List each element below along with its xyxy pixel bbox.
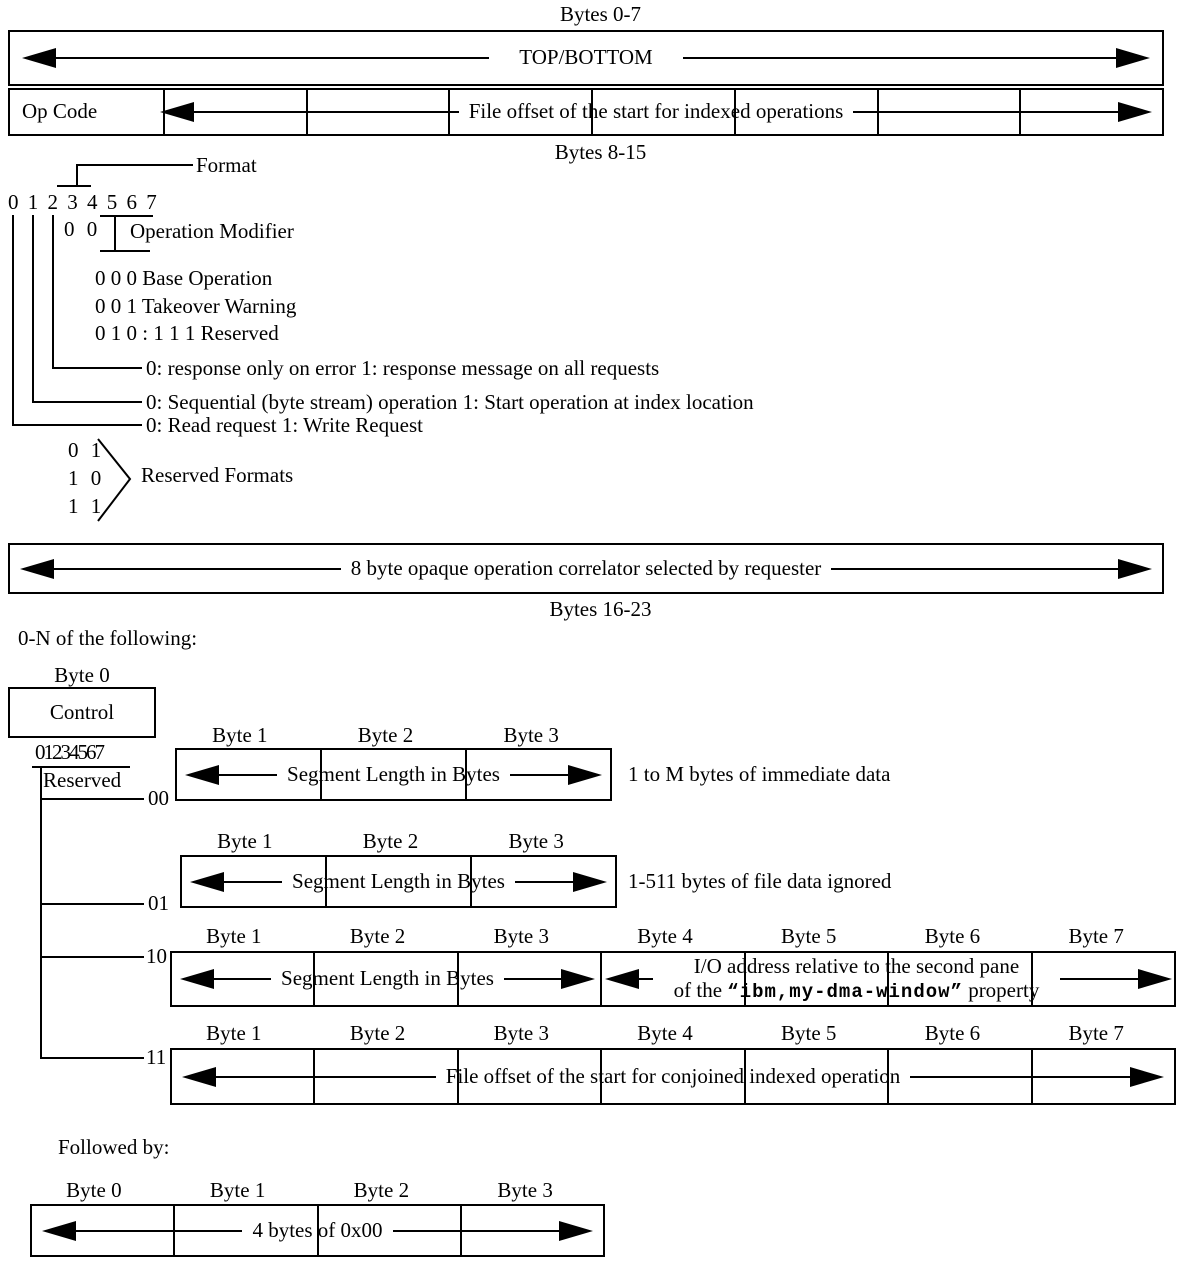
operation-modifier-label: Operation Modifier: [130, 219, 294, 243]
modifier-value: 0 0 0 Base Operation: [95, 266, 273, 290]
arrow-right-icon: [1116, 48, 1150, 68]
byte-header: Byte 2: [353, 1178, 410, 1202]
correlator-arrow: [20, 543, 1152, 594]
arrow-stem: [393, 1230, 559, 1232]
byte-header: Byte 3: [493, 1021, 549, 1045]
followed-by-label: Followed by:: [58, 1135, 170, 1159]
reserved-code: 1 0: [68, 466, 105, 490]
byte-header: Byte 2: [362, 829, 419, 853]
control-bit-positions: 01234567: [35, 740, 103, 764]
byte-header: Byte 3: [503, 723, 559, 747]
top-bottom-label: TOP/BOTTOM: [519, 45, 653, 70]
op-code-label: Op Code: [22, 99, 98, 124]
row-10-io-arrow: [605, 951, 1172, 1007]
reserved-label: Reserved: [43, 768, 122, 792]
arrow-stem: [214, 978, 271, 980]
control-label: Control: [49, 699, 115, 724]
arrow-left-icon: [22, 48, 56, 68]
byte-header: Byte 3: [493, 924, 549, 948]
format-pointer-line: [76, 164, 193, 166]
byte-header: Byte 5: [781, 924, 837, 948]
arrow-right-icon: [559, 1221, 593, 1241]
modifier-value: 0 0 1 Takeover Warning: [95, 294, 297, 318]
byte-header: Byte 1: [209, 1178, 266, 1202]
format-value: 0 0: [64, 217, 101, 241]
io-address-line1: I/O address relative to the second pane: [693, 954, 1020, 978]
format-label: Format: [196, 153, 257, 177]
arrow-stem: [224, 881, 282, 883]
tree-trunk-line: [40, 766, 42, 1059]
branch-10-line: [40, 956, 144, 958]
io-address-line2: [653, 978, 1060, 1004]
bit1-branch-line: [32, 401, 142, 403]
arrow-right-icon: [1130, 1067, 1164, 1087]
branch-10-code: 10: [146, 944, 167, 968]
byte-header: Byte 7: [1068, 1021, 1124, 1045]
reserved-code: 1 1: [68, 494, 105, 518]
file-offset-arrow: [160, 88, 1152, 136]
arrow-right-icon: [561, 969, 595, 989]
arrow-right-icon: [1118, 559, 1152, 579]
row-10-byte-headers: [162, 925, 1168, 948]
row-01-byte-headers: [172, 830, 609, 853]
arrow-left-icon: [42, 1221, 76, 1241]
bit1-line: [32, 215, 34, 403]
arrow-left-icon: [605, 969, 639, 989]
bit-positions: 0 1 2 3 4 5 6 7: [8, 190, 159, 214]
modifier-bracket-line: [100, 215, 153, 217]
arrow-right-icon: [573, 872, 607, 892]
arrow-stem: [219, 774, 277, 776]
modifier-bracket-line: [100, 250, 150, 252]
top-bottom-arrow: [22, 30, 1150, 86]
correlator-label: 8 byte opaque operation correlator selected by requester: [350, 555, 822, 580]
arrow-left-icon: [20, 559, 54, 579]
arrow-stem: [510, 774, 568, 776]
bit0-branch-line: [12, 424, 142, 426]
bytes-0-7-caption: Bytes 0-7: [559, 2, 642, 26]
arrow-left-icon: [180, 969, 214, 989]
io-line2-suffix: property: [962, 978, 1040, 1002]
segment-length-label: Segment Length in Bytes: [281, 966, 494, 991]
arrow-right-icon: [1138, 969, 1172, 989]
arrow-right-icon: [568, 765, 602, 785]
arrow-right-icon: [1118, 102, 1152, 122]
byte-header: Byte 3: [508, 829, 564, 853]
reserved-code: 0 1: [68, 438, 105, 462]
row-11-byte-headers: [162, 1022, 1168, 1045]
bit2-branch-line: [52, 367, 142, 369]
byte-header: Byte 0: [66, 1178, 122, 1202]
byte-header: Byte 2: [349, 924, 406, 948]
bit2-description: 0: response only on error 1: response message on all requests: [146, 356, 660, 380]
byte-header: Byte 3: [497, 1178, 553, 1202]
arrow-stem: [831, 568, 1118, 570]
footer-arrow: [42, 1204, 593, 1257]
row-00-arrow: [185, 748, 602, 801]
arrow-left-icon: [182, 1067, 216, 1087]
bit0-description: 0: Read request 1: Write Request: [146, 413, 423, 437]
arrow-stem: [194, 111, 459, 113]
byte-header: Byte 2: [349, 1021, 406, 1045]
arrow-stem: [56, 57, 489, 59]
branch-01-code: 01: [148, 891, 169, 915]
byte-header: Byte 6: [924, 924, 981, 948]
bit2-line: [52, 215, 54, 369]
byte-header: Byte 1: [206, 1021, 262, 1045]
bytes-8-15-caption: Bytes 8-15: [554, 140, 647, 164]
byte-header: Byte 4: [637, 1021, 693, 1045]
format-bracket-line: [57, 185, 91, 187]
branch-11-line: [40, 1057, 144, 1059]
arrow-stem: [853, 111, 1118, 113]
bit1-description: 0: Sequential (byte stream) operation 1: Start operation at index location: [146, 390, 754, 414]
byte-header: Byte 7: [1068, 924, 1124, 948]
io-line2-prefix: of the: [673, 978, 728, 1002]
modifier-value: 0 1 0 : 1 1 1 Reserved: [95, 321, 279, 345]
byte-0-caption: Byte 0: [54, 663, 110, 687]
padding-bytes-label: 4 bytes of 0x00: [252, 1217, 383, 1242]
control-box: [8, 687, 156, 738]
branch-11-code: 11: [146, 1045, 167, 1069]
row-00-byte-headers: [167, 724, 604, 747]
chevron-right-icon: [96, 437, 134, 523]
io-address-label: [653, 954, 1060, 1004]
bytes-16-23-caption: Bytes 16-23: [549, 597, 652, 621]
branch-01-line: [40, 903, 144, 905]
row-11-arrow: [182, 1048, 1164, 1105]
byte-header: Byte 4: [637, 924, 693, 948]
modifier-bracket-line: [114, 215, 116, 252]
segment-length-label: Segment Length in Bytes: [292, 868, 505, 893]
byte-header: Byte 1: [212, 723, 268, 747]
arrow-stem: [683, 57, 1116, 59]
op-code-cell: [10, 90, 165, 134]
byte-header: Byte 6: [924, 1021, 981, 1045]
branch-00-line: [40, 798, 144, 800]
arrow-stem: [910, 1076, 1130, 1078]
footer-byte-headers: [22, 1179, 597, 1202]
conjoined-offset-label: File offset of the start for conjoined indexed operation: [445, 1063, 901, 1088]
byte-header: Byte 1: [217, 829, 273, 853]
arrow-stem: [515, 881, 573, 883]
arrow-stem: [54, 568, 341, 570]
arrow-left-icon: [190, 872, 224, 892]
arrow-stem: [76, 1230, 242, 1232]
row-01-note: 1-511 bytes of file data ignored: [628, 869, 892, 893]
format-pointer-line: [76, 164, 78, 187]
segment-length-label: Segment Length in Bytes: [287, 761, 500, 786]
arrow-stem: [639, 978, 653, 980]
branch-00-code: 00: [148, 786, 169, 810]
row-10-segment-arrow: [180, 951, 595, 1007]
arrow-left-icon: [160, 102, 194, 122]
bit0-line: [12, 215, 14, 426]
arrow-left-icon: [185, 765, 219, 785]
arrow-stem: [216, 1076, 436, 1078]
reserved-formats-label: Reserved Formats: [141, 463, 294, 487]
arrow-stem: [504, 978, 561, 980]
row-01-arrow: [190, 855, 607, 908]
dma-window-property: “ibm,my-dma-window”: [727, 981, 963, 1003]
byte-header: Byte 5: [781, 1021, 837, 1045]
row-00-note: 1 to M bytes of immediate data: [628, 762, 891, 786]
byte-header: Byte 2: [357, 723, 414, 747]
file-offset-label: File offset of the start for indexed operations: [468, 99, 844, 124]
arrow-stem: [1060, 978, 1138, 980]
byte-header: Byte 1: [206, 924, 262, 948]
segments-intro: 0-N of the following:: [18, 626, 198, 650]
